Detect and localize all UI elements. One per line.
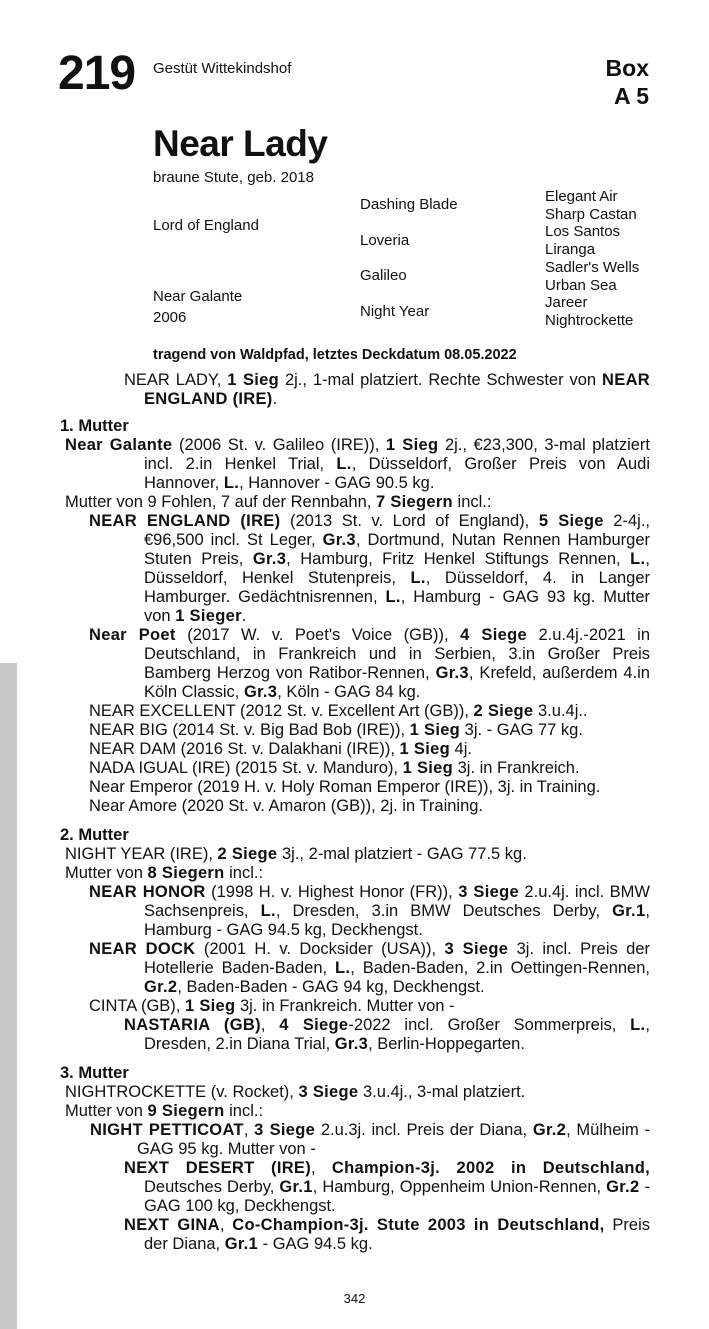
text-run: . xyxy=(241,607,247,625)
entry-paragraph xyxy=(60,1159,650,1216)
text-run: , Düsseldorf, 4. in Langer Hamburger. Gedächtnisrennen, xyxy=(144,569,650,606)
text-run: 3.u.4j.. xyxy=(533,702,588,720)
bold-run: Gr.3 xyxy=(334,1035,369,1053)
text-run: , Hamburg, Fritz Henkel Stiftungs Rennen, xyxy=(286,550,631,568)
pedigree-ggp-5: Sadler's Wells xyxy=(545,259,640,276)
section-heading: 1. Mutter xyxy=(60,417,129,435)
pedigree-dam-sire: Galileo xyxy=(360,267,407,284)
bold-run: 9 Siegern xyxy=(147,1102,225,1120)
entry-paragraph xyxy=(60,493,650,512)
text-run: (2017 W. v. Poet's Voice (GB)), xyxy=(175,626,461,644)
pedigree-sire-sire: Dashing Blade xyxy=(360,196,458,213)
section-heading: 2. Mutter xyxy=(60,826,129,844)
text-run: , xyxy=(260,1016,280,1034)
bold-run: L. xyxy=(410,569,426,587)
bold-run: NASTARIA (GB) xyxy=(124,1016,261,1034)
bold-run: Gr.1 xyxy=(612,902,646,920)
text-run: (2006 St. v. Galileo (IRE)), xyxy=(172,436,386,454)
bold-run: 4 Siege xyxy=(279,1016,349,1034)
text-run: 3.u.4j., 3-mal platziert. xyxy=(358,1083,526,1101)
horse-description: braune Stute, geb. 2018 xyxy=(153,169,314,186)
horse-name: Near Lady xyxy=(153,123,328,164)
lot-number: 219 xyxy=(58,47,136,100)
box-label: Box xyxy=(605,55,649,81)
pedigree-ggp-8: Nightrockette xyxy=(545,312,634,329)
text-run: 3j., 2-mal platziert - GAG 77.5 kg. xyxy=(277,845,527,863)
bold-run: 3 Siege xyxy=(458,883,519,901)
text-run: , Köln - GAG 84 kg. xyxy=(277,683,421,701)
text-run: NEAR DAM (2016 St. v. Dalakhani (IRE)), xyxy=(89,740,400,758)
entry-paragraph xyxy=(60,778,650,797)
bold-run: 5 Siege xyxy=(538,512,604,530)
text-run: 2.u.4j. incl. BMW Sachsenpreis, xyxy=(144,883,650,920)
bold-run: 4 Siege xyxy=(460,626,527,644)
entry-paragraph xyxy=(60,759,650,778)
text-run: NIGHT YEAR (IRE), xyxy=(65,845,218,863)
pedigree-ggp-3: Los Santos xyxy=(545,223,621,240)
bold-run: 3 Siege xyxy=(298,1083,359,1101)
intro-paragraph xyxy=(60,371,650,409)
bold-run: L. xyxy=(630,1016,646,1034)
pedigree-ggp-6: Urban Sea xyxy=(545,277,617,294)
bold-run: NIGHT PETTICOAT xyxy=(90,1121,244,1139)
text-run: -2022 incl. Großer Sommerpreis, xyxy=(348,1016,631,1034)
bold-run: 1 Sieg xyxy=(399,740,450,758)
entry-paragraph xyxy=(60,436,650,493)
text-run: NEAR BIG (2014 St. v. Big Bad Bob (IRE)), xyxy=(89,721,410,739)
bold-run: 2 Siege xyxy=(473,702,534,720)
text-run: 3j. - GAG 77 kg. xyxy=(460,721,583,739)
bold-run: 1 Sieg xyxy=(385,436,439,454)
text-run: incl.: xyxy=(452,493,492,511)
bold-run: 1 Sieg xyxy=(409,721,461,739)
bold-run: Gr.1 xyxy=(224,1235,259,1253)
entry-paragraph xyxy=(60,626,650,702)
entry-paragraph xyxy=(60,997,650,1016)
bold-run: NEAR ENGLAND (IRE) xyxy=(89,512,281,530)
bold-run: Near Galante xyxy=(65,436,173,454)
bold-run: Gr.3 xyxy=(243,683,278,701)
pedigree-ggp-7: Jareer xyxy=(545,294,588,311)
entry-paragraph xyxy=(60,1216,650,1254)
text-run: 3j. incl. Preis der Hotellerie Baden-Baden, xyxy=(144,940,651,977)
bold-run: Gr.3 xyxy=(252,550,287,568)
text-run: (1998 H. v. Highest Honor (FR)), xyxy=(205,883,459,901)
text-run: , Mülheim - GAG 95 kg. Mutter von - xyxy=(137,1121,650,1158)
bold-run: Gr.1 xyxy=(279,1178,313,1196)
covering-note: tragend von Waldpfad, letztes Deckdatum 08.05.2022 xyxy=(153,347,517,363)
bold-run: 2 Siege xyxy=(217,845,278,863)
text-run: 2j., 1-mal platziert. Rechte Schwester von xyxy=(279,371,603,389)
text-run: 2j., €23,300, 3-mal platziert incl. 2.in Henkel Trial, xyxy=(144,436,650,473)
text-run: - GAG 94.5 kg. xyxy=(258,1235,373,1253)
text-run: 2.u.3j. incl. Preis der Diana, xyxy=(315,1121,533,1139)
text-run: , xyxy=(219,1216,233,1234)
text-run: NIGHTROCKETTE (v. Rocket), xyxy=(65,1083,299,1101)
family-details xyxy=(60,371,650,1254)
entry-paragraph xyxy=(60,702,650,721)
pedigree-sire: Lord of England xyxy=(153,217,259,234)
text-run: CINTA (GB), xyxy=(89,997,185,1015)
pedigree-dam-year: 2006 xyxy=(153,309,187,326)
bold-run: Gr.3 xyxy=(435,664,469,682)
text-run: - GAG 100 kg, Deckhengst. xyxy=(144,1178,650,1215)
bold-run: Gr.2 xyxy=(532,1121,567,1139)
bold-run: L. xyxy=(385,588,401,606)
bold-run: Near Poet xyxy=(89,626,176,644)
text-run: incl.: xyxy=(224,864,264,882)
entry-paragraph xyxy=(60,864,650,883)
bold-run: L. xyxy=(336,455,352,473)
pedigree-dam-dam: Night Year xyxy=(360,303,430,320)
text-run: NEAR EXCELLENT (2012 St. v. Excellent Art (GB)), xyxy=(89,702,474,720)
text-run: , Hamburg - GAG 94.5 kg, Deckhengst. xyxy=(144,902,651,939)
bold-run: 1 Sieger xyxy=(175,607,242,625)
text-run: . xyxy=(272,390,278,408)
bold-run: Gr.2 xyxy=(606,1178,640,1196)
text-run: incl.: xyxy=(224,1102,264,1120)
pedigree-sire-dam: Loveria xyxy=(360,232,410,249)
bold-run: L. xyxy=(334,959,351,977)
pedigree-ggp-4: Liranga xyxy=(545,241,596,258)
text-run: , Düsseldorf, Henkel Stutenpreis, xyxy=(144,550,650,587)
text-run: 3j. in Frankreich. Mutter von - xyxy=(235,997,455,1015)
text-run: , Dresden, 2.in Diana Trial, xyxy=(144,1016,651,1053)
bold-run: 7 Siegern xyxy=(375,493,453,511)
bold-run: 1 Sieg xyxy=(227,371,280,389)
text-run: , Dresden, 3.in BMW Deutsches Derby, xyxy=(275,902,613,920)
bold-run: 3 Siege xyxy=(444,940,509,958)
entry-paragraph xyxy=(60,883,650,940)
text-run: (2013 St. v. Lord of England), xyxy=(280,512,539,530)
entry-paragraph xyxy=(60,1083,650,1102)
entry-paragraph xyxy=(60,797,650,816)
pedigree-dam: Near Galante xyxy=(153,288,243,305)
entry-paragraph xyxy=(60,1121,650,1159)
page-edge-bar xyxy=(0,663,17,1329)
bold-run: Co-Champion-3j. Stute 2003 in Deutschland, xyxy=(232,1216,605,1234)
text-run: , Krefeld, außerdem 4.in Köln Classic, xyxy=(144,664,650,701)
text-run: , xyxy=(311,1159,332,1177)
text-run: 4j. xyxy=(449,740,472,758)
bold-run: NEAR HONOR xyxy=(89,883,206,901)
text-run: , Hamburg - GAG 93 kg. Mutter von xyxy=(144,588,650,625)
text-run: , xyxy=(243,1121,255,1139)
text-run: NEAR LADY, xyxy=(124,371,228,389)
text-run: , Berlin-Hoppegarten. xyxy=(368,1035,525,1053)
text-run: 2.u.4j.-2021 in Deutschland, in Frankreich und in Serbien, 3.in Großer Preis Bamberg Herzog von Ratibor-Rennen, xyxy=(144,626,650,682)
entry-paragraph xyxy=(60,512,650,626)
text-run: , Hamburg, Oppenheim Union-Rennen, xyxy=(312,1178,607,1196)
pedigree-ggp-1: Elegant Air xyxy=(545,188,618,205)
entry-paragraph xyxy=(60,1102,650,1121)
text-run: 3j. in Frankreich. xyxy=(453,759,580,777)
text-run: Near Amore (2020 St. v. Amaron (GB)), 2j. in Training. xyxy=(89,797,484,815)
text-run: Near Emperor (2019 H. v. Holy Roman Emperor (IRE)), 3j. in Training. xyxy=(89,778,601,796)
bold-run: L. xyxy=(223,474,240,492)
text-run: , Baden-Baden, 2.in Oettingen-Rennen, xyxy=(350,959,650,977)
text-run: NADA IGUAL (IRE) (2015 St. v. Manduro), xyxy=(89,759,403,777)
text-run: Mutter von 9 Fohlen, 7 auf der Rennbahn, xyxy=(65,493,376,511)
text-run: , Dortmund, Nutan Rennen Hamburger Stuten Preis, xyxy=(144,531,650,568)
entry-paragraph xyxy=(60,740,650,759)
bold-run: 1 Sieg xyxy=(184,997,236,1015)
bold-run: NEXT DESERT (IRE) xyxy=(124,1159,312,1177)
bold-run: NEAR ENGLAND (IRE) xyxy=(144,371,650,408)
text-run: , Düsseldorf, Großer Preis von Audi Hannover, xyxy=(144,455,650,492)
text-run: Mutter von xyxy=(65,1102,148,1120)
entry-paragraph xyxy=(60,721,650,740)
text-run: Preis der Diana, xyxy=(144,1216,651,1253)
breeder-name: Gestüt Wittekindshof xyxy=(153,60,292,77)
bold-run: NEXT GINA xyxy=(124,1216,220,1234)
bold-run: Gr.3 xyxy=(322,531,356,549)
text-run: 2-4j., €96,500 incl. St Leger, xyxy=(144,512,650,549)
text-run: Deutsches Derby, xyxy=(144,1178,280,1196)
text-run: , Baden-Baden - GAG 94 kg, Deckhengst. xyxy=(177,978,485,996)
text-run: , Hannover - GAG 90.5 kg. xyxy=(239,474,435,492)
page-number: 342 xyxy=(343,1291,366,1306)
box-number: A 5 xyxy=(614,83,649,109)
bold-run: L. xyxy=(630,550,646,568)
bold-run: Gr.2 xyxy=(144,978,178,996)
text-run: Mutter von xyxy=(65,864,148,882)
entry-paragraph xyxy=(60,845,650,864)
box-location xyxy=(606,54,649,110)
text-run: (2001 H. v. Docksider (USA)), xyxy=(195,940,445,958)
pedigree-ggp-2: Sharp Castan xyxy=(545,206,637,223)
bold-run: 1 Sieg xyxy=(402,759,454,777)
bold-run: NEAR DOCK xyxy=(89,940,196,958)
bold-run: 8 Siegern xyxy=(147,864,225,882)
section-heading: 3. Mutter xyxy=(60,1064,129,1082)
bold-run: 3 Siege xyxy=(254,1121,316,1139)
bold-run: Champion-3j. 2002 in Deutschland, xyxy=(331,1159,650,1177)
entry-paragraph xyxy=(60,940,650,997)
bold-run: L. xyxy=(260,902,276,920)
entry-paragraph xyxy=(60,1016,650,1054)
